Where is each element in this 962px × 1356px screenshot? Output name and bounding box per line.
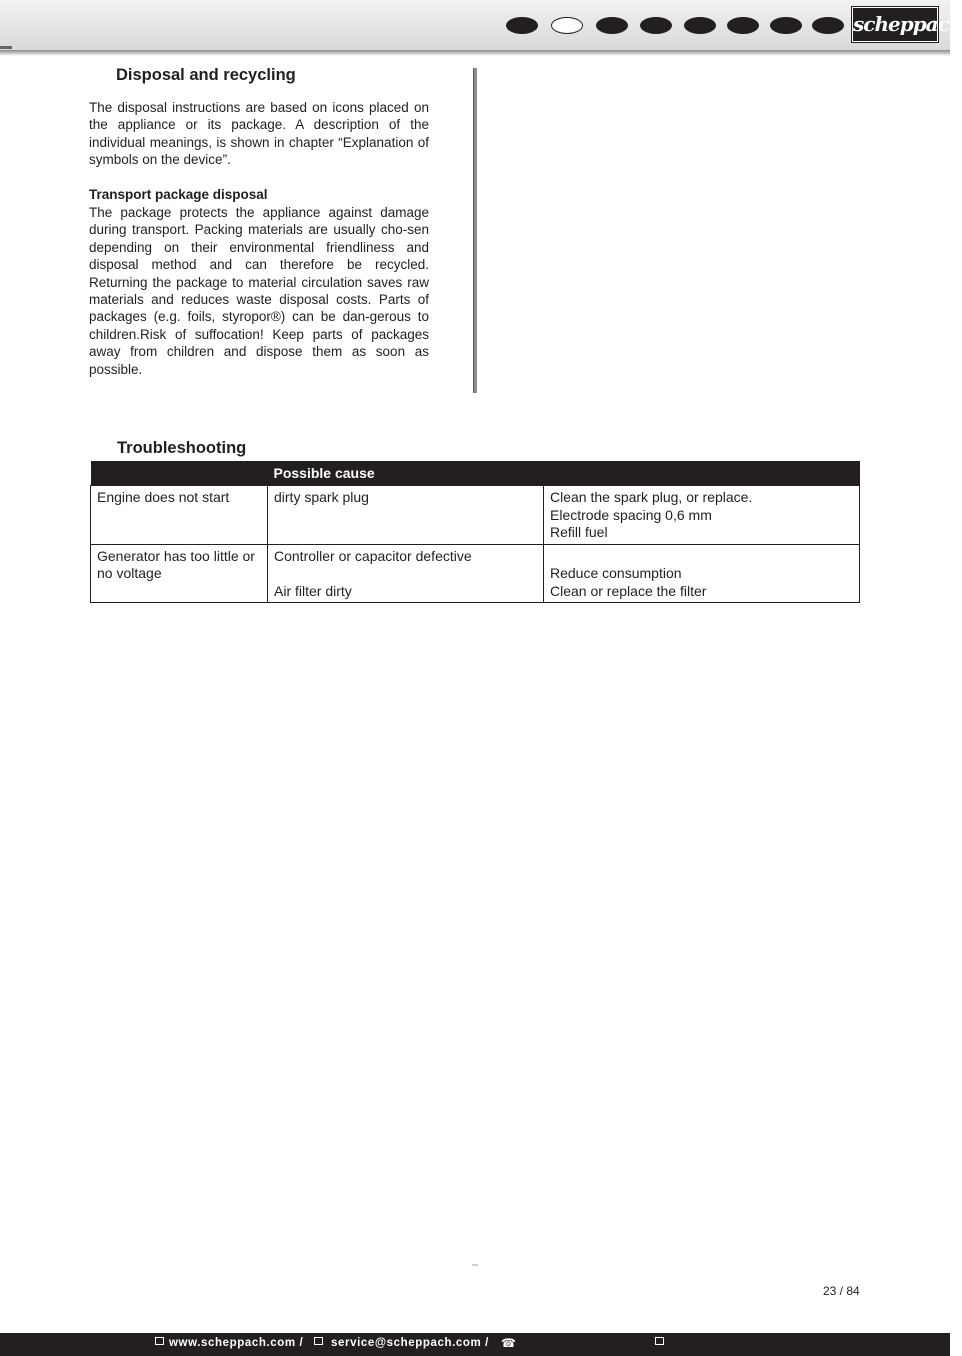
column-header: [91, 461, 268, 486]
table-cell: dirty spark plug: [268, 486, 544, 545]
table-cell: Clean the spark plug, or replace. Electrode spacing 0,6 mm Refill fuel: [544, 486, 860, 545]
table-row: [91, 544, 860, 603]
table-header-row: [91, 461, 860, 486]
table-cell: Generator has too little or no voltage: [91, 544, 268, 603]
brand-logo: scheppach: [852, 7, 938, 42]
table-cell: Engine does not start: [91, 486, 268, 545]
language-dot[interactable]: [506, 17, 538, 34]
disposal-intro: The disposal instructions are based on icons placed on the appliance or its package. A description of the individual meanings, is shown in chapter “Explanation of symbols on the device”.: [89, 100, 429, 168]
column-header: Possible cause: [268, 461, 544, 486]
troubleshooting-title: Troubleshooting: [117, 439, 247, 457]
language-dot[interactable]: [640, 17, 672, 34]
transport-body: The package protects the appliance against damage during transport. Packing materials are usually cho-sen depending on their environmental friendliness and disposal method and can therefore be recycled. Returning the package to material circulation saves raw materials and reduces waste disposal costs. Parts of packages (e.g. foils, styropor®) can be dan-gerous to children.Risk of suffocation! Keep parts of packages away from children and dispose them as soon as possible.: [89, 205, 429, 377]
troubleshooting-table: [90, 461, 860, 603]
language-dot[interactable]: [596, 17, 628, 34]
header-tick: [0, 46, 12, 49]
language-dot[interactable]: [770, 17, 802, 34]
computer-icon: [155, 1337, 164, 1345]
language-dot[interactable]: [812, 17, 844, 34]
table-cell: Reduce consumption Clean or replace the filter: [544, 544, 860, 603]
fax-icon: [655, 1337, 664, 1345]
language-dot[interactable]: [727, 17, 759, 34]
footer-website[interactable]: www.scheppach.com /: [169, 1337, 304, 1349]
language-dot[interactable]: [684, 17, 716, 34]
table-cell: Controller or capacitor defective Air filter dirty: [268, 544, 544, 603]
page-number: 23 / 84: [823, 1284, 860, 1298]
footer-email[interactable]: service@scheppach.com /: [331, 1337, 489, 1349]
header-shadow: [0, 50, 950, 56]
page-footer: [0, 1333, 950, 1356]
page-header: [0, 0, 950, 50]
table-row: [91, 486, 860, 545]
column-header: [544, 461, 860, 486]
mail-icon: [314, 1337, 323, 1345]
column-divider: [473, 68, 477, 393]
phone-icon: ☎: [501, 1336, 517, 1350]
page-mark: [472, 1264, 478, 1266]
disposal-title: Disposal and recycling: [116, 66, 296, 84]
language-dot-active[interactable]: [551, 17, 583, 34]
transport-subheading: Transport package disposal: [89, 187, 268, 202]
